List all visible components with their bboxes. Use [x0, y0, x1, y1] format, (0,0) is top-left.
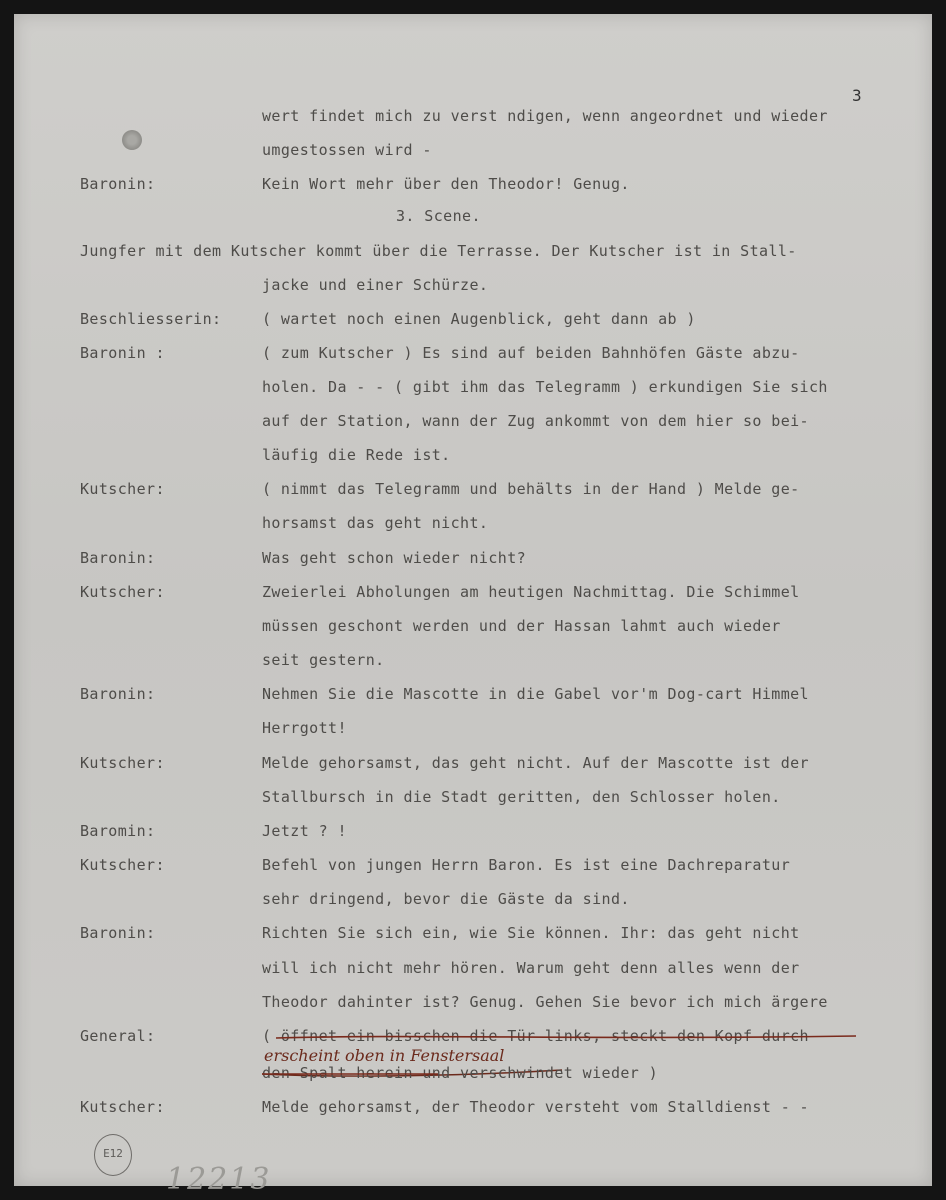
- archive-mark: E12: [103, 1147, 123, 1160]
- speaker-label: General:: [80, 1027, 156, 1045]
- text-line: umgestossen wird -: [262, 141, 432, 159]
- text-line: Herrgott!: [262, 719, 347, 737]
- text-line: seit gestern.: [262, 651, 385, 669]
- text-line: holen. Da - - ( gibt ihm das Telegramm ) erkundigen Sie sich: [262, 378, 828, 396]
- text-line: Melde gehorsamst, das geht nicht. Auf der Mascotte ist der: [262, 754, 809, 772]
- speaker-label: Kutscher:: [80, 856, 165, 874]
- speaker-label: Baronin:: [80, 549, 156, 567]
- speaker-label: Kutscher:: [80, 1098, 165, 1116]
- strike-through-mark: [262, 1067, 438, 1081]
- page-number: 3: [852, 86, 862, 105]
- text-line: Was geht schon wieder nicht?: [262, 549, 527, 567]
- text-line: Befehl von jungen Herrn Baron. Es ist eine Dachreparatur: [262, 856, 791, 874]
- text-line: läufig die Rede ist.: [262, 446, 451, 464]
- speaker-label: Baronin:: [80, 685, 156, 703]
- stage-direction: Jungfer mit dem Kutscher kommt über die Terrasse. Der Kutscher ist in Stall-: [80, 242, 797, 260]
- typescript-page: [14, 14, 932, 1197]
- scene-heading: 3. Scene.: [396, 207, 481, 225]
- speaker-label: Kutscher:: [80, 583, 165, 601]
- strike-through-mark: [276, 1030, 856, 1044]
- text-line: den Spalt herein und verschwindet wieder ): [262, 1064, 659, 1082]
- text-line: Stallbursch in die Stadt geritten, den Schlosser holen.: [262, 788, 781, 806]
- text-line: wert findet mich zu verst ndigen, wenn angeordnet und wieder: [262, 107, 828, 125]
- text-line: ( wartet noch einen Augenblick, geht dann ab ): [262, 310, 696, 328]
- speaker-label: Baronin:: [80, 924, 156, 942]
- text-line: auf der Station, wann der Zug ankommt von dem hier so bei-: [262, 412, 809, 430]
- text-line: ( nimmt das Telegramm und behälts in der Hand ) Melde ge-: [262, 480, 800, 498]
- text-line: Nehmen Sie die Mascotte in die Gabel vor'm Dog-cart Himmel: [262, 685, 809, 703]
- text-line: Kein Wort mehr über den Theodor! Genug.: [262, 175, 630, 193]
- text-line: müssen geschont werden und der Hassan lahmt auch wieder: [262, 617, 781, 635]
- text-line: sehr dringend, bevor die Gäste da sind.: [262, 890, 630, 908]
- archive-stamp: [94, 1134, 132, 1176]
- speaker-label: Beschliesserin:: [80, 310, 222, 328]
- text-line: will ich nicht mehr hören. Warum geht denn alles wenn der: [262, 959, 800, 977]
- punch-hole: [122, 130, 142, 150]
- speaker-label: Baromin:: [80, 822, 156, 840]
- text-line: Zweierlei Abholungen am heutigen Nachmittag. Die Schimmel: [262, 583, 800, 601]
- pencil-inventory-number: 12213: [166, 1162, 272, 1197]
- text-line: Theodor dahinter ist? Genug. Gehen Sie bevor ich mich ärgere: [262, 993, 828, 1011]
- text-line: ( zum Kutscher ) Es sind auf beiden Bahnhöfen Gäste abzu-: [262, 344, 800, 362]
- text-line: horsamst das geht nicht.: [262, 514, 489, 532]
- speaker-label: Kutscher:: [80, 754, 165, 772]
- text-line: Melde gehorsamst, der Theodor versteht vom Stalldienst - -: [262, 1098, 809, 1116]
- text-line: Richten Sie sich ein, wie Sie können. Ihr: das geht nicht: [262, 924, 800, 942]
- text-line: jacke und einer Schürze.: [262, 276, 489, 294]
- speaker-label: Baronin:: [80, 175, 156, 193]
- speaker-label: Baronin :: [80, 344, 165, 362]
- struck-text-line: ( öffnet ein bisschen die Tür links, steckt den Kopf durch: [262, 1027, 809, 1045]
- speaker-label: Kutscher:: [80, 480, 165, 498]
- handwritten-insertion: erscheint oben in Fenstersaal: [264, 1046, 505, 1065]
- text-line: Jetzt ? !: [262, 822, 347, 840]
